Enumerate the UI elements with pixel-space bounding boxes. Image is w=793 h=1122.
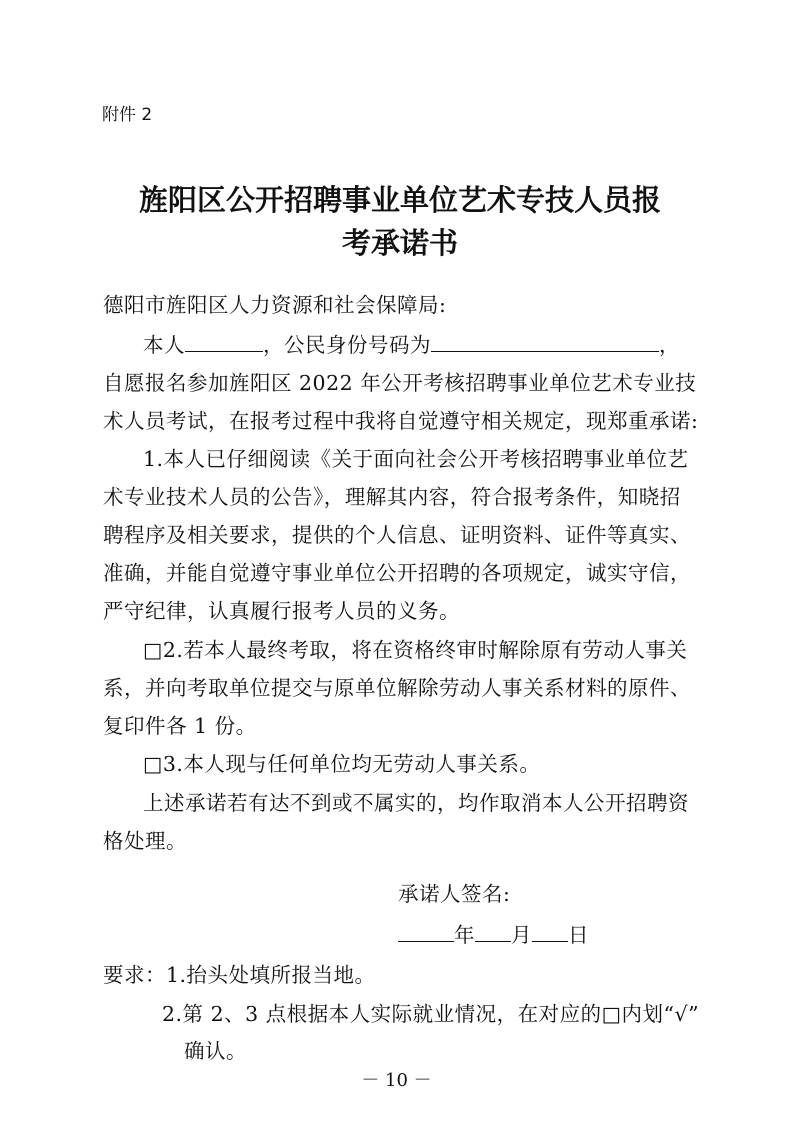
requirements-line-3: 确认。 [184, 1039, 247, 1063]
commitment-item-3: □3.本人现与任何单位均无劳动人事关系。 [143, 752, 541, 776]
name-prefix: 本人 [143, 333, 185, 357]
document-title-line1: 旌阳区公开招聘事业单位艺术专技人员报 [138, 183, 661, 217]
year-label: 年 [454, 923, 475, 947]
body-line: 准确，并能自觉遵守事业单位公开招聘的各项规定，诚实守信， [103, 561, 691, 585]
requirements-line-1: 要求：1.抬头处填所报当地。 [103, 963, 376, 987]
id-number-blank[interactable] [431, 333, 659, 352]
commitment-item-1: 1.本人已仔细阅读《关于面向社会公开考核招聘事业单位艺 [143, 447, 689, 471]
month-blank[interactable] [475, 923, 511, 942]
addressee: 德阳市旌阳区人力资源和社会保障局: [103, 293, 447, 317]
body-line: 格处理。 [103, 829, 187, 853]
year-blank[interactable] [398, 923, 454, 942]
closing-statement: 上述承诺若有达不到或不属实的，均作取消本人公开招聘资 [143, 791, 689, 815]
body-line: 术人员考试，在报考过程中我将自觉遵守相关规定，现郑重承诺: [103, 409, 699, 433]
commitment-item-2: □2.若本人最终考取，将在资格终审时解除原有劳动人事关 [143, 638, 688, 662]
body-line: 聘程序及相关要求，提供的个人信息、证明资料、证件等真实、 [103, 523, 691, 547]
requirements-line-2: 2.第 2、3 点根据本人实际就业情况，在对应的□内划“√” [162, 1002, 700, 1026]
page-number: － 10 － [361, 1070, 432, 1091]
signature-label: 承诺人签名: [398, 882, 511, 906]
document-title-line2: 考承诺书 [341, 226, 458, 260]
month-label: 月 [511, 923, 532, 947]
day-blank[interactable] [532, 923, 568, 942]
date-line [398, 918, 589, 948]
day-label: 日 [568, 923, 589, 947]
attachment-label: 附件 2 [102, 105, 153, 125]
name-line-comma: ， [659, 333, 680, 357]
id-label: ，公民身份号码为 [263, 333, 431, 357]
body-line: 系，并向考取单位提交与原单位解除劳动人事关系材料的原件、 [103, 676, 691, 700]
body-line: 复印件各 1 份。 [103, 714, 257, 738]
body-line: 严守纪律，认真履行报考人员的义务。 [103, 599, 460, 623]
body-line: 术专业技术人员的公告》，理解其内容，符合报考条件，知晓招 [103, 485, 681, 509]
body-line: 自愿报名参加旌阳区 2022 年公开考核招聘事业单位艺术专业技 [103, 371, 697, 395]
name-blank[interactable] [185, 333, 263, 352]
name-id-line [143, 328, 680, 358]
